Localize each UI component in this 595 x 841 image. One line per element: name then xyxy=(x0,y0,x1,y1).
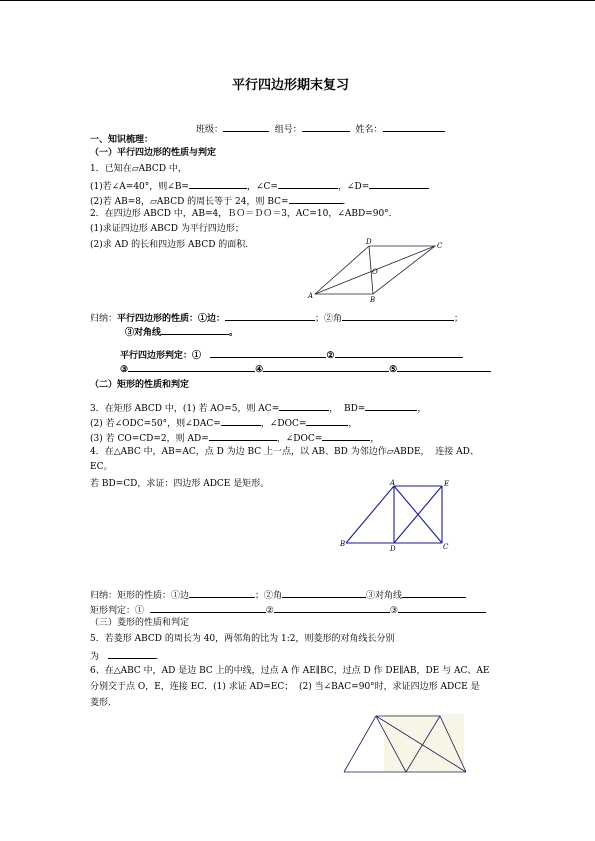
blank[interactable] xyxy=(282,587,366,598)
q2-2: (2)求 AD 的长和四边形 ABCD 的面积. xyxy=(90,240,249,250)
q4-line2: EC。 xyxy=(90,462,113,472)
section-heading: 一、知识梳理： xyxy=(90,135,154,145)
part2-heading: （二）矩形的性质和判定 xyxy=(90,380,190,390)
blank[interactable] xyxy=(342,310,454,321)
label-B: B xyxy=(370,296,376,304)
q1-2: (2)若 AB=8，▱ABCD 的周长等于 24，则 BC= ． xyxy=(90,193,352,208)
blank[interactable] xyxy=(221,415,261,426)
blank[interactable] xyxy=(263,361,389,372)
class-label: 班级： xyxy=(196,125,224,135)
label-O: O xyxy=(372,268,378,276)
q1-text: 1．已知在▱ABCD 中， xyxy=(90,164,187,174)
blank[interactable] xyxy=(210,347,326,358)
blank[interactable] xyxy=(365,400,417,411)
judge1-b: ③ ④ ⑤ xyxy=(120,361,491,376)
label-C: C xyxy=(443,543,449,551)
label-B: B xyxy=(340,540,346,548)
label-C: C xyxy=(437,242,443,250)
blank[interactable] xyxy=(209,430,277,441)
q6-line1: 6、在△ABC 中，AD 是边 BC 上的中线，过点 A 作 AE∥BC，过点 D 作 DE∥AB，DE 与 AC、AE xyxy=(90,666,490,676)
q3-3: (3) 若 CO=CD=2，则 AD= ，∠DOC= ， xyxy=(90,430,379,445)
blank[interactable] xyxy=(150,602,266,613)
blank[interactable] xyxy=(398,602,486,613)
blank[interactable] xyxy=(335,347,463,358)
q4-line1: 4．在△ABC 中，AB=AC，点 D 为边 BC 上一点，以 AB、BD 为邻边作▱ABDE， 连接 AD、 xyxy=(90,447,479,457)
blank[interactable] xyxy=(128,361,255,372)
judge1-a: 平行四边形判定：① ② xyxy=(120,347,463,362)
group-label: 组号： xyxy=(274,125,302,135)
blank[interactable] xyxy=(108,648,156,659)
q2-1: (1)求证四边形 ABCD 为平行四边形； xyxy=(90,224,244,234)
q2-text: 2．在四边形 ABCD 中，AB=4，ＢＯ＝ＤＯ＝3，AC=10，∠ABD=90°． xyxy=(90,209,398,219)
q6-line2: 分别交于点 O，E，连接 EC．(1) 求证 AD=EC； (2) 当∠BAC=90°时，求证四边形 ADCE 是 xyxy=(90,682,480,692)
top-rule xyxy=(0,0,595,1)
blank[interactable] xyxy=(189,587,255,598)
q5-line2: 为 ． xyxy=(90,648,165,663)
judge2: 矩形判定：① ② ③ xyxy=(90,602,486,617)
header-fields xyxy=(196,121,445,136)
blank[interactable] xyxy=(161,324,229,335)
blank[interactable] xyxy=(306,415,348,426)
blank[interactable] xyxy=(278,178,338,189)
blank[interactable] xyxy=(189,178,247,189)
part3-heading: （三）菱形的性质和判定 xyxy=(90,618,190,628)
blank[interactable] xyxy=(322,430,370,441)
part1-heading: （一）平行四边形的性质与判定 xyxy=(90,148,217,158)
q6-line3: 菱形. xyxy=(90,698,111,708)
q4-line3: 若 BD=CD，求证：四边形 ADCE 是矩形。 xyxy=(90,479,270,489)
name-label: 姓名： xyxy=(355,125,383,135)
summary1-diag: ③对角线 。 xyxy=(125,324,238,339)
blank[interactable] xyxy=(274,602,390,613)
blank[interactable] xyxy=(289,193,343,204)
q3-2: (2) 若∠ODC=50°，则∠DAC= ，∠DOC= ， xyxy=(90,415,357,430)
summary2: 归纳：矩形的性质：①边 ；②角 ③对角线 xyxy=(90,587,466,602)
page-title: 平行四边形期末复习 xyxy=(232,78,350,93)
class-blank[interactable] xyxy=(223,121,269,132)
blank[interactable] xyxy=(397,361,491,372)
q5-line1: 5．若菱形 ABCD 的周长为 40，两邻角的比为 1:2，则菱形的对角线长分别 xyxy=(90,634,395,644)
blank[interactable] xyxy=(279,400,329,411)
rhombus-figure xyxy=(340,712,474,778)
blank[interactable] xyxy=(225,310,315,321)
summary1: 归纳：平行四边形的性质：①边： ；②角 ； xyxy=(90,310,463,325)
rectangle-figure xyxy=(338,480,450,554)
q3-1: 3．在矩形 ABCD 中，(1) 若 AO=5，则 AC= ， BD= ， xyxy=(90,400,426,415)
blank[interactable] xyxy=(402,587,466,598)
label-E: E xyxy=(444,480,450,488)
label-D: D xyxy=(390,545,396,553)
label-D: D xyxy=(366,238,372,246)
group-blank[interactable] xyxy=(302,121,350,132)
label-A: A xyxy=(390,479,396,487)
q1-1: (1)若∠A=40°，则∠B= ，∠C= ，∠D= xyxy=(90,178,429,193)
blank[interactable] xyxy=(369,178,429,189)
label-A: A xyxy=(308,292,314,300)
name-blank[interactable] xyxy=(383,121,445,132)
parallelogram-figure xyxy=(305,238,445,304)
